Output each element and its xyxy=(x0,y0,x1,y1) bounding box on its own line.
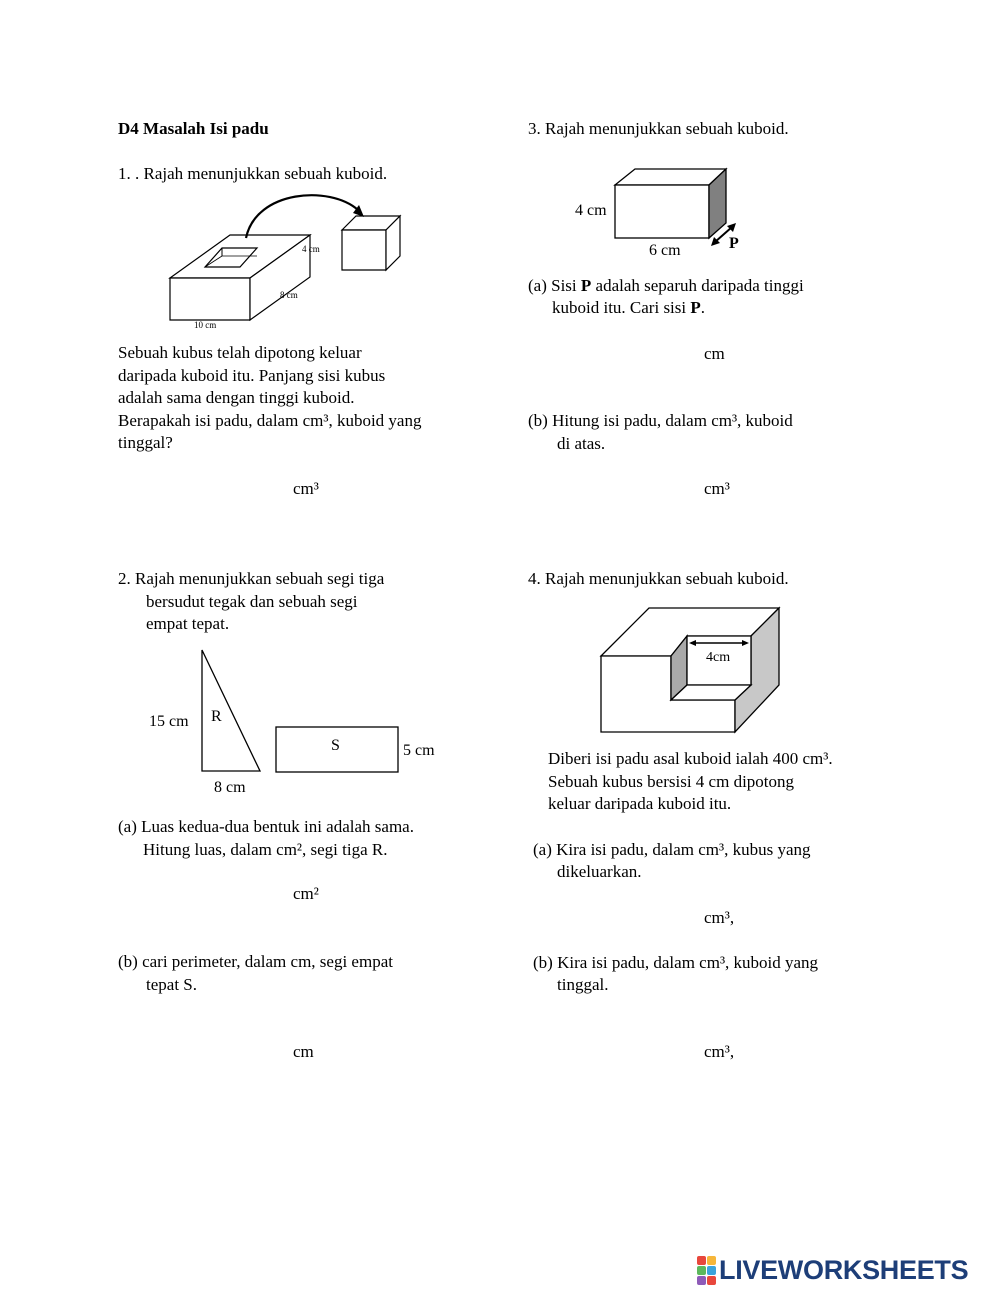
page-title: D4 Masalah Isi padu xyxy=(118,119,269,138)
q1-body-line-3: adalah sama dengan tinggi kuboid. xyxy=(118,388,355,407)
q4-part-a-line-1: (a) Kira isi padu, dalam cm³, kubus yang xyxy=(533,840,811,859)
q1-label-height: 4 cm xyxy=(302,244,320,254)
q4-unit-b: cm³, xyxy=(704,1042,735,1061)
q1-label-length: 10 cm xyxy=(194,320,217,330)
q4-cuboid-figure xyxy=(595,603,790,748)
q4-part-b-line-1: (b) Kira isi padu, dalam cm³, kuboid yang xyxy=(533,953,819,972)
q1-stem: 1. . Rajah menunjukkan sebuah kuboid. xyxy=(118,164,388,183)
q4-body-line-3: keluar daripada kuboid itu. xyxy=(548,794,732,813)
q1-cube-front xyxy=(342,230,386,270)
q3b-answer-field[interactable] xyxy=(610,477,698,501)
q2-shapes-figure xyxy=(145,645,455,795)
q1-cuboid-figure xyxy=(160,190,430,340)
q3-label-side: P xyxy=(729,235,739,252)
q1-unit: cm³ xyxy=(293,479,319,498)
q1-arrow xyxy=(246,195,358,238)
q2-part-a-line-2: Hitung luas, dalam cm², segi tiga R. xyxy=(143,840,388,859)
q3-part-b-line-2: di atas. xyxy=(557,434,606,453)
q1-body-line-2: daripada kuboid itu. Panjang sisi kubus xyxy=(118,366,386,385)
q3-cuboid-figure xyxy=(570,160,780,265)
q3-label-length: 6 cm xyxy=(649,242,681,259)
q4b-answer-field[interactable] xyxy=(610,1040,698,1064)
q2-part-b-line-1: (b) cari perimeter, dalam cm, segi empat xyxy=(118,952,393,971)
q3a-answer-field[interactable] xyxy=(610,342,698,366)
q4-part-a-line-2: dikeluarkan. xyxy=(557,862,642,881)
q4a-answer-field[interactable] xyxy=(610,906,698,930)
q3-stem: 3. Rajah menunjukkan sebuah kuboid. xyxy=(528,119,789,138)
q3-part-b-line-1: (b) Hitung isi padu, dalam cm³, kuboid xyxy=(528,411,793,430)
q1-answer-field[interactable] xyxy=(200,477,288,501)
q2-part-b-line-2: tepat S. xyxy=(146,975,197,994)
q3-part-a-line-2: kuboid itu. Cari sisi P. xyxy=(552,298,706,317)
q2-unit-b: cm xyxy=(293,1042,314,1061)
liveworksheets-logo[interactable] xyxy=(697,1255,968,1285)
q4-body-line-2: Sebuah kubus bersisi 4 cm dipotong xyxy=(548,772,795,791)
q4-stem: 4. Rajah menunjukkan sebuah kuboid. xyxy=(528,569,789,588)
q1-body-line-4: Berapakah isi padu, dalam cm³, kuboid yang xyxy=(118,411,422,430)
q4-unit-a: cm³, xyxy=(704,908,735,927)
q2-stem-line-1: 2. Rajah menunjukkan sebuah segi tiga xyxy=(118,569,385,588)
q2-unit-a: cm² xyxy=(293,884,319,903)
q2-part-a-line-1: (a) Luas kedua-dua bentuk ini adalah sama. xyxy=(118,817,414,836)
q1-body-line-5: tinggal? xyxy=(118,433,173,452)
logo-brand-text: LIVEWORKSHEETS xyxy=(719,1254,969,1285)
q1-body-line-1: Sebuah kubus telah dipotong keluar xyxy=(118,343,362,362)
q4-body-line-1: Diberi isi padu asal kuboid ialah 400 cm³. xyxy=(548,749,833,768)
q1-cuboid-front xyxy=(170,278,250,320)
q4-part-b-line-2: tinggal. xyxy=(557,975,609,994)
q2-label-tri-base: 8 cm xyxy=(214,779,246,796)
q2-label-rect-name: S xyxy=(331,737,340,754)
logo-mark-icon xyxy=(697,1256,716,1285)
q3-cuboid-front xyxy=(615,185,709,238)
q2-stem-line-3: empat tepat. xyxy=(146,614,230,633)
q3-unit-b: cm³ xyxy=(704,479,730,498)
q4-label-cube-side: 4cm xyxy=(706,650,731,665)
q3-part-a-line-1: (a) Sisi P adalah separuh daripada tinggi xyxy=(528,276,804,295)
q2b-answer-field[interactable] xyxy=(200,1040,288,1064)
q2-label-tri-height: 15 cm xyxy=(149,713,189,730)
q3-cuboid-top xyxy=(615,169,726,185)
q3-unit-a: cm xyxy=(704,344,725,363)
q2-label-rect-side: 5 cm xyxy=(403,742,435,759)
q2-stem-line-2: bersudut tegak dan sebuah segi xyxy=(146,592,358,611)
q1-label-width: 8 cm xyxy=(280,290,298,300)
q3-label-height: 4 cm xyxy=(575,202,607,219)
q2a-answer-field[interactable] xyxy=(200,882,288,906)
q2-label-tri-name: R xyxy=(211,708,222,725)
